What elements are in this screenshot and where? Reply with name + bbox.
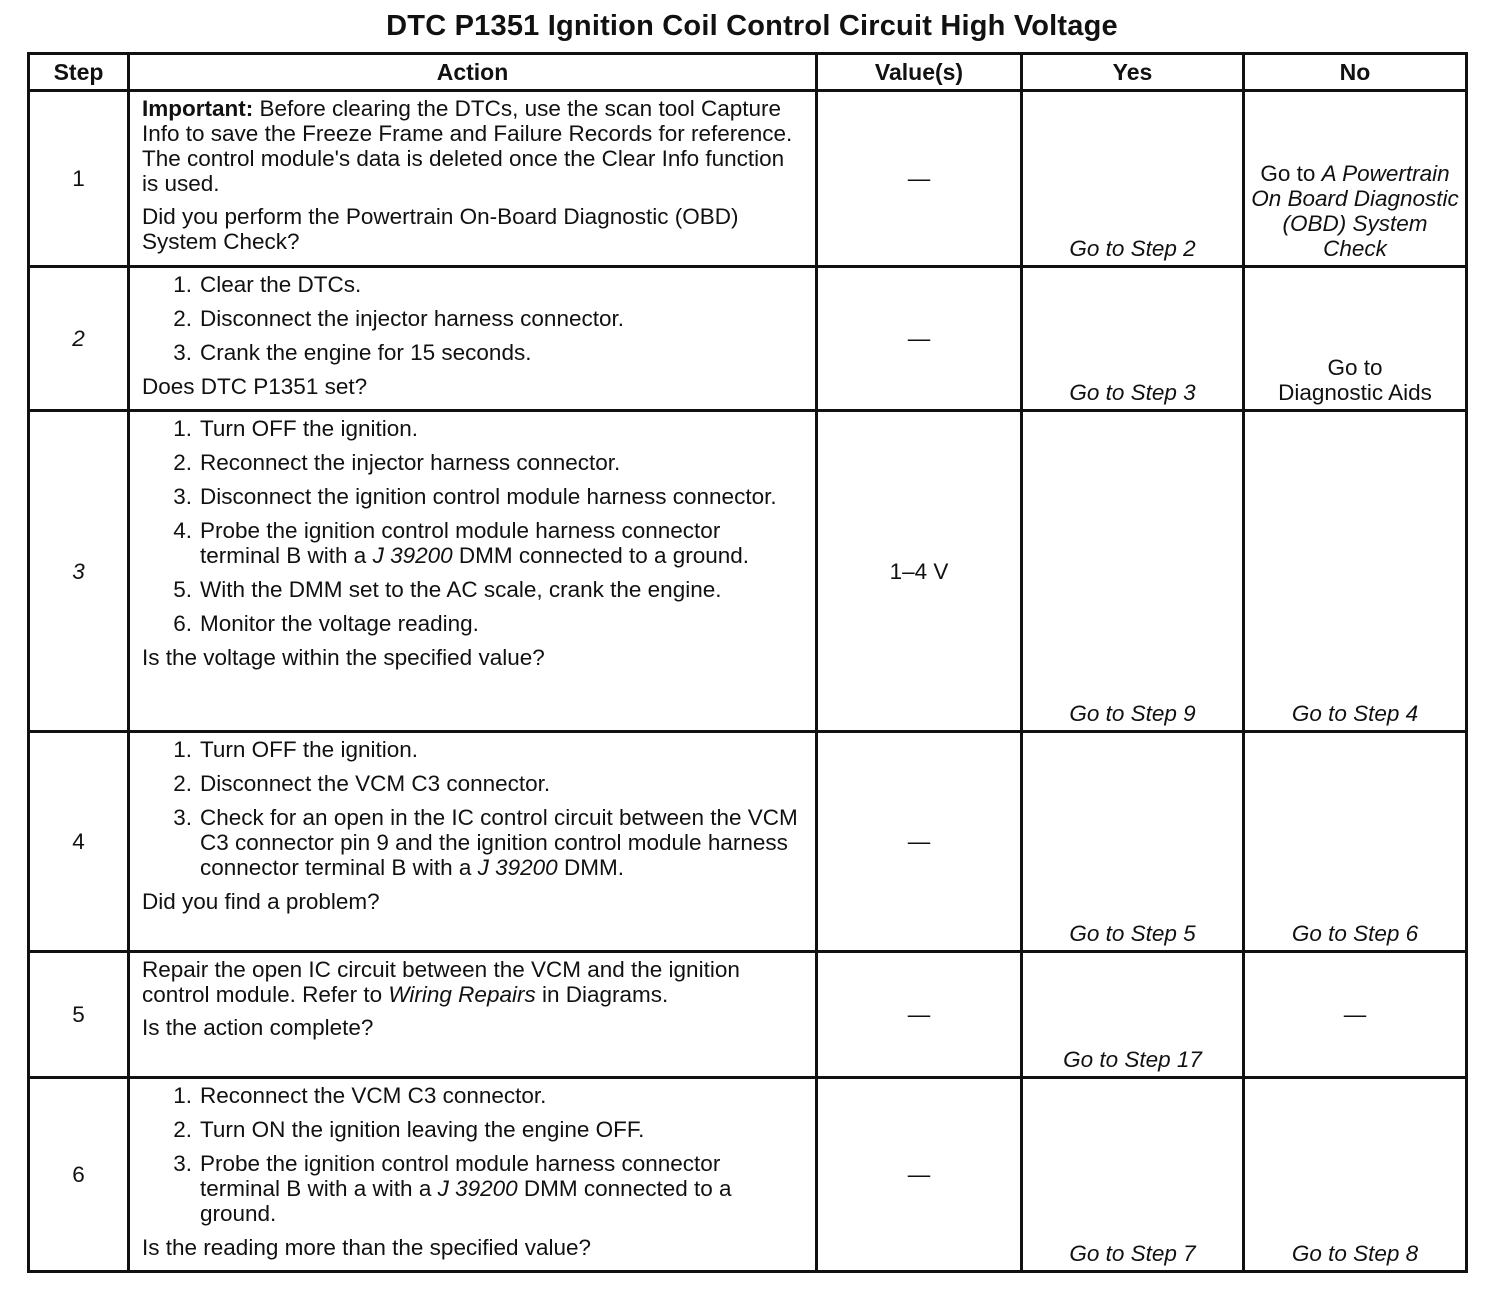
list-item: 1. Reconnect the VCM C3 connector. [173, 1083, 547, 1108]
table-row [29, 952, 1467, 1078]
wiring-repairs-link[interactable]: Wiring Repairs [388, 982, 536, 1007]
list-item: 2. Disconnect the injector harness connector. [173, 306, 624, 331]
list-item: 2. Reconnect the injector harness connector. [173, 450, 621, 475]
list-item: 1. Turn OFF the ignition. [173, 737, 419, 762]
value-cell: — [817, 1078, 1022, 1272]
list-item: 6. Monitor the voltage reading. [173, 611, 479, 636]
header-step: Step [29, 54, 129, 91]
page-title: DTC P1351 Ignition Coil Control Circuit High Voltage [386, 10, 1118, 42]
no-link[interactable] [1244, 91, 1467, 267]
yes-link[interactable]: Go to Step 9 [1022, 411, 1244, 732]
table-row [29, 91, 1467, 267]
list-item: 1. Clear the DTCs. [173, 272, 362, 297]
no-link[interactable] [1244, 267, 1467, 411]
instruction-text: Repair the open IC circuit between the VCM and the ignition control module. Refer to Wiring Repairs in Diagrams. [142, 957, 740, 1007]
yes-link[interactable]: Go to Step 7 [1022, 1078, 1244, 1272]
important-text: Before clearing the DTCs, use the scan tool Capture Info to save the Freeze Frame and Failure Records for reference. The control module's data is deleted once the Clear Info function is used. [142, 96, 793, 196]
yes-link[interactable]: Go to Step 2 [1022, 91, 1244, 267]
header-no: No [1244, 54, 1467, 91]
table-row [29, 267, 1467, 411]
question: Is the action complete? [142, 1015, 374, 1040]
value-cell: — [817, 91, 1022, 267]
list-item: 3. Probe the ignition control module harness connector terminal B with a with a J 39200 DMM connected to a ground. [173, 1151, 732, 1226]
yes-link[interactable]: Go to Step 17 [1022, 952, 1244, 1078]
header-yes: Yes [1022, 54, 1244, 91]
question: Does DTC P1351 set? [142, 374, 368, 399]
tool-name: J 39200 [477, 855, 558, 880]
tool-name: J 39200 [372, 543, 453, 568]
action-cell [129, 732, 817, 952]
header-action: Action [129, 54, 817, 91]
instruction-list [142, 1083, 805, 1226]
list-item: 3. Check for an open in the IC control circuit between the VCM C3 connector pin 9 and the ignition control module harness connector terminal B with a J 39200 DMM. [173, 805, 798, 880]
table-row [29, 1078, 1467, 1272]
yes-link[interactable]: Go to Step 5 [1022, 732, 1244, 952]
no-line-2[interactable]: Diagnostic Aids [1278, 380, 1432, 405]
important-note [142, 96, 805, 196]
action-cell [129, 267, 817, 411]
action-cell [129, 1078, 817, 1272]
list-item: 3. Crank the engine for 15 seconds. [173, 340, 532, 365]
header-row [29, 54, 1467, 91]
instruction-list [142, 416, 805, 636]
no-line-1: Go to [1327, 355, 1383, 380]
important-label: Important: [142, 96, 254, 121]
instruction-list [142, 272, 805, 365]
step-number: 1 [29, 91, 129, 267]
tool-name: J 39200 [437, 1176, 518, 1201]
no-link[interactable]: Go to Step 8 [1244, 1078, 1467, 1272]
no-link[interactable]: Go to Step 4 [1244, 411, 1467, 732]
value-cell: — [817, 267, 1022, 411]
no-value: — [1244, 952, 1467, 1078]
no-link[interactable]: Go to Step 6 [1244, 732, 1467, 952]
list-item: 2. Disconnect the VCM C3 connector. [173, 771, 551, 796]
value-cell: — [817, 952, 1022, 1078]
no-link-text[interactable]: A Powertrain On Board Diagnostic (OBD) System Check [1251, 161, 1459, 261]
action-cell [129, 952, 817, 1078]
instruction-list [142, 737, 805, 880]
question: Is the voltage within the specified value? [142, 645, 545, 670]
step-number: 6 [29, 1078, 129, 1272]
diagnostic-table [27, 52, 1468, 1273]
value-cell: 1–4 V [817, 411, 1022, 732]
list-item: 1. Turn OFF the ignition. [173, 416, 419, 441]
list-item: 5. With the DMM set to the AC scale, crank the engine. [173, 577, 722, 602]
no-prefix: Go to [1260, 161, 1322, 186]
list-item: 2. Turn ON the ignition leaving the engine OFF. [173, 1117, 645, 1142]
action-cell [129, 411, 817, 732]
step-number: 4 [29, 732, 129, 952]
step-number: 2 [29, 267, 129, 411]
question: Is the reading more than the specified value? [142, 1235, 592, 1260]
question: Did you perform the Powertrain On-Board Diagnostic (OBD) System Check? [142, 204, 739, 254]
step-number: 5 [29, 952, 129, 1078]
value-cell: — [817, 732, 1022, 952]
action-cell [129, 91, 817, 267]
question: Did you find a problem? [142, 889, 380, 914]
table-row [29, 411, 1467, 732]
table-row [29, 732, 1467, 952]
list-item: 3. Disconnect the ignition control module harness connector. [173, 484, 777, 509]
list-item: 4. Probe the ignition control module harness connector terminal B with a J 39200 DMM connected to a ground. [173, 518, 750, 568]
header-values: Value(s) [817, 54, 1022, 91]
step-number: 3 [29, 411, 129, 732]
yes-link[interactable]: Go to Step 3 [1022, 267, 1244, 411]
